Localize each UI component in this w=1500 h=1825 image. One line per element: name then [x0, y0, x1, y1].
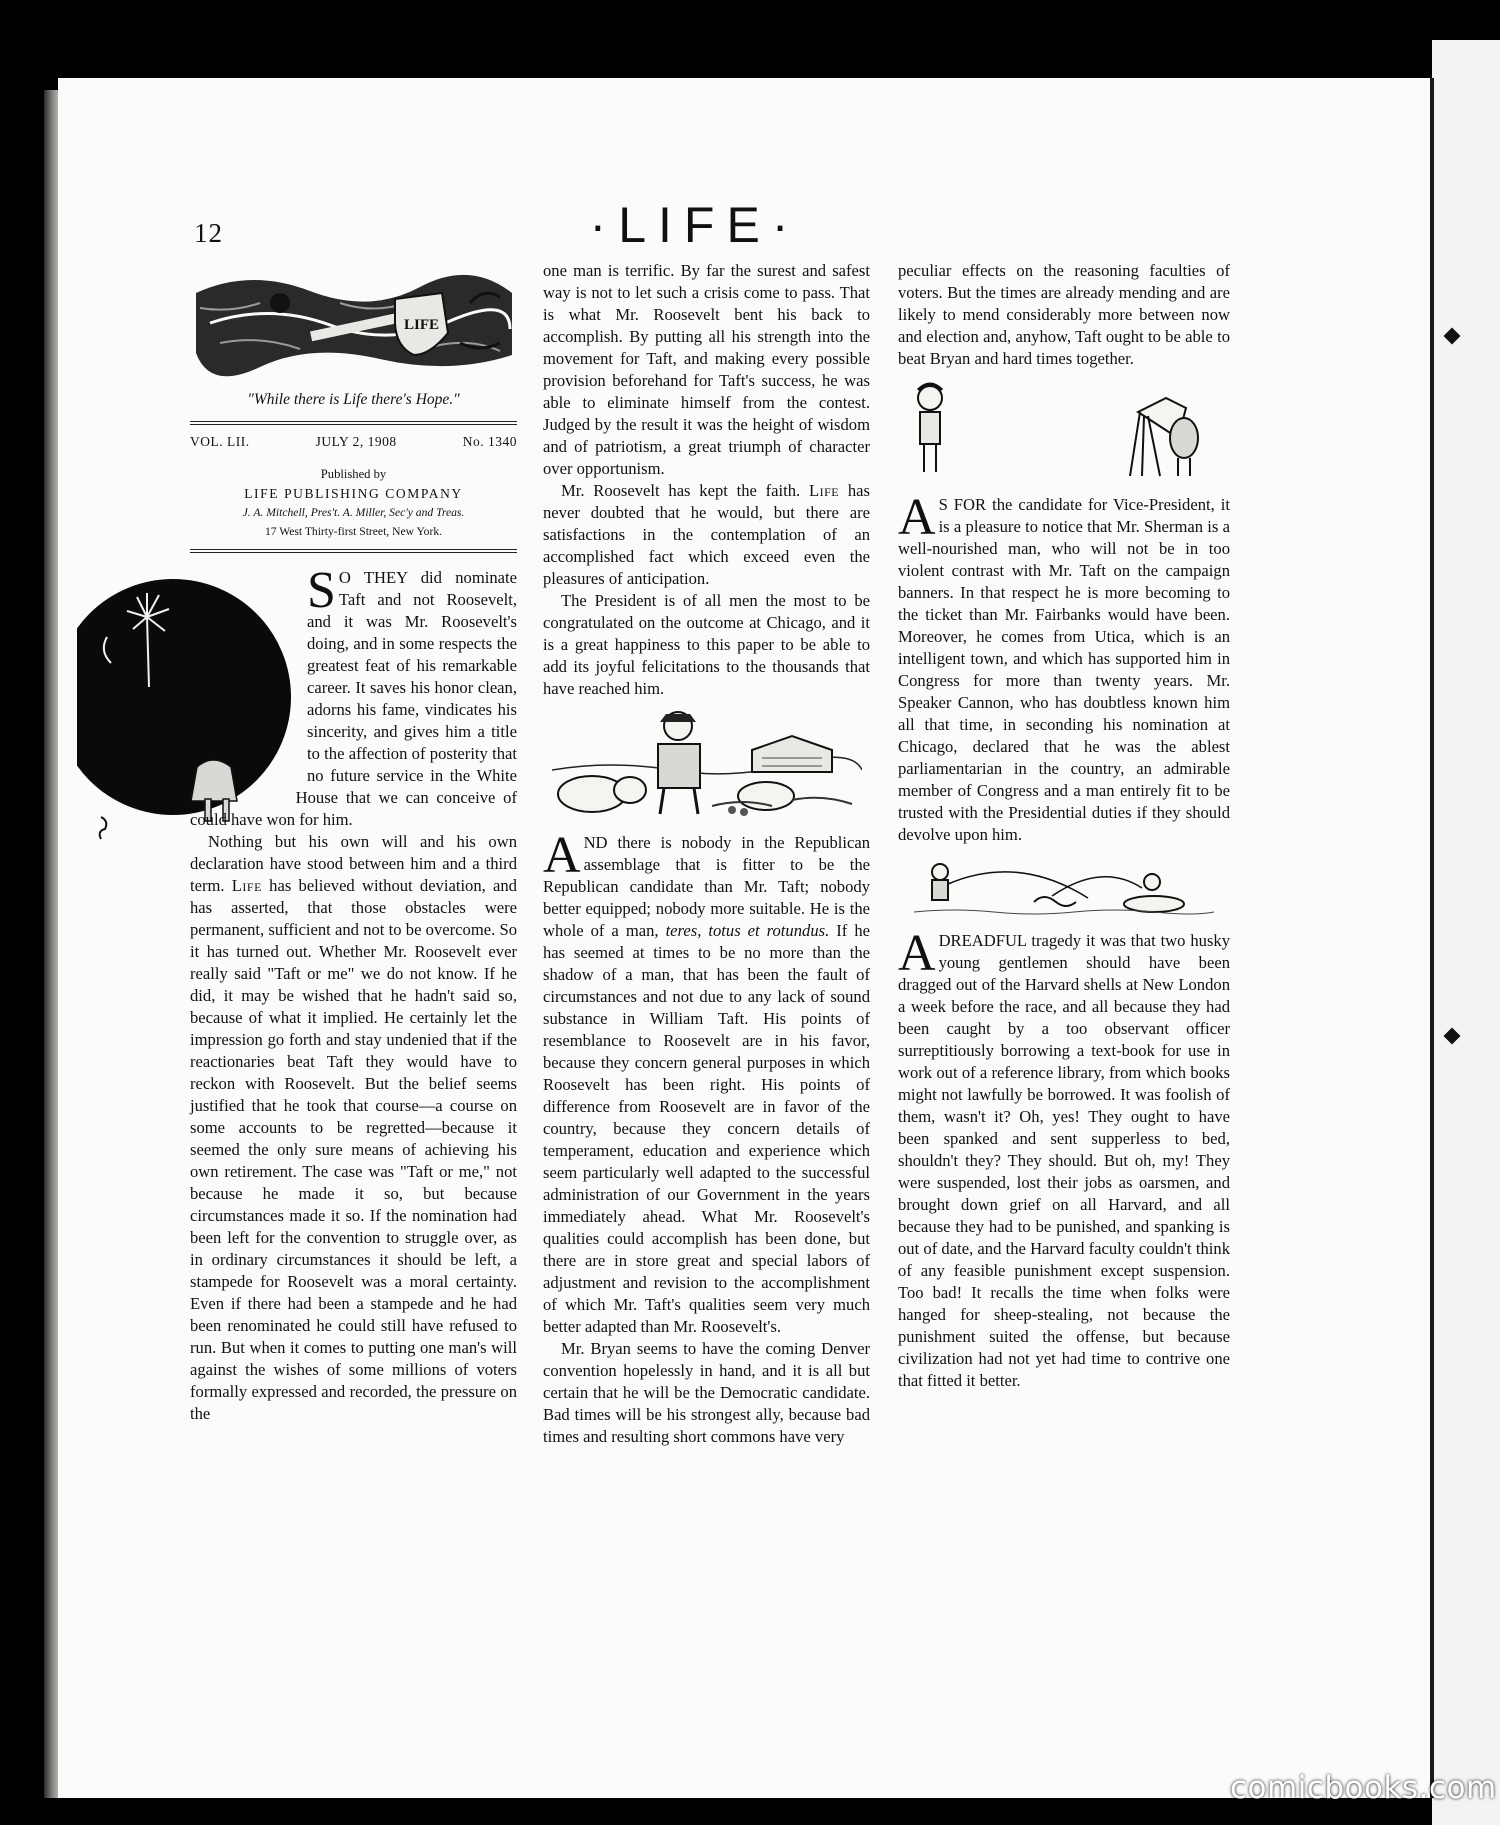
taft-p2-life: Life — [808, 481, 840, 500]
diamond-mark-icon — [1444, 1028, 1461, 1045]
next-page-edge — [1432, 40, 1500, 1825]
sherman-text: S FOR the candidate for Vice-President, it is a pleasure to notice that Mr. Sherman is a well-nourished man, who will not be in too violent contrast with Mr. Taft on the campaign banners. In that respect he is more becoming to the ticket than Mr. Fairbanks would have been. Moreover, he comes from Utica, which is an intelligent town, and which has supported him in Congress for more than twenty years. Mr. Speaker Cannon, who has doubtless known him all that time, in seconding his nomination at Chicago, declared that he was the ablest parliamentarian in the country, an admirable member of Congress and a man entirely fit to be trusted with the Presidential duties if they should devolve upon him. — [898, 495, 1230, 844]
taft-paragraph-1 — [190, 831, 517, 1425]
imprint — [190, 465, 517, 541]
watermark: comicbooks.com — [1230, 1770, 1497, 1806]
masthead-rule — [190, 421, 517, 425]
fireworks-circle-illustration-icon — [77, 567, 307, 847]
taft-paragraph-3: The President is of all men the most to be congratulated on the outcome at Chicago, and it is a great happiness to this paper to be able to add its joyful felicitations to the thousands that have reached him. — [543, 591, 870, 698]
dropcap-s: S — [307, 562, 336, 619]
taft-p1-part-a: Nothing but his own will and his own declaration have stood between him and a third term. — [190, 832, 517, 895]
diamond-mark-icon — [1444, 328, 1461, 345]
imprint-rule — [190, 549, 517, 553]
taft-p1-part-b: has believed without deviation, and has asserted, that those obstacles were permanent, sufficient and not to be overcome. So it has turned out. Whether Mr. Roosevelt ever really said "Taft or me" we do not know. If he did, it may be wished that he hadn't said so, because of what it implied. He certainly let the impression go forth and stay undenied that if the reactionaries beat Taft they would have to reckon with Roosevelt. But the belief seems justified that he took that course—a course on some accounts to be regretted—because it seemed the only sure means of achieving his own retirement. The case was "Taft or me," not because he made it so, but because circumstances made it so. If the nomination had been left for the convention to struggle over, as in ordinary circumstances it should be left, a stampede for Roosevelt was a moral certainty. Even if there had been a stampede and he had been renominated he could still have refused to run. But when it comes to putting one man's will against the wishes of some millions of voters formally expressed and recorded, the pressure on the — [190, 876, 517, 1423]
column-2 — [543, 260, 870, 1448]
allegorical-banner-illustration-icon — [190, 263, 517, 381]
republican-latin-phrase: teres, totus et rotundus. — [665, 921, 830, 940]
masthead-title: ·LIFE· — [589, 197, 801, 253]
taft-lede-text: O THEY did nominate Taft and not Roosevelt, and it was Mr. Roosevelt's doing, and in some respects the greatest feat of his remarkable career. It saves his honor clean, adorns his fame, vindicates his sincerity, and gives him a title to the affection of posterity that no future service in the White House that we can conceive of could have won for him. — [190, 568, 517, 829]
taft-p2-part-b: has never doubted that he would, but there are satisfactions in the contemplation of an accomplished fact which exceed even the pleasures of anticipation. — [543, 481, 870, 588]
publisher-officers: J. A. Mitchell, Pres't. A. Miller, Sec'y and Treas. — [242, 506, 465, 519]
issue-date: JULY 2, 1908 — [315, 434, 397, 449]
published-by: Published by — [320, 467, 387, 481]
bryan-paragraph: Mr. Bryan seems to have the coming Denver convention hopelessly in hand, and it is all but certain that he will be the Democratic candidate. Bad times will be his strongest ally, because bad times and resulting short commons have very — [543, 1339, 870, 1446]
issue-line — [190, 431, 517, 453]
banner-label: LIFE — [404, 317, 440, 333]
harvard-text: DREADFUL tragedy it was that two husky young gentlemen should have been dragged out of the Harvard shells at New London a week before the race, and all because they had been caught by a too observant officer surreptitiously borrowing a text-book for use in work out of a reference library, from which books might not lawfully be borrowed. It was foolish of them, wasn't it? Oh, yes! They ought to have been spanked and sent supperless to bed, shouldn't they? They should. But oh, my! They were suspended, lost their jobs as oarsmen, and brought down grief on all Harvard, and all because they had to be punished, and spanking is out of date, and the Harvard faculty couldn't think of any feasible punishment except suspension. Too bad! It recalls the time when folks were hanged for sheep-stealing, not because the punishment suited the offense, but because civilization had not yet had time to contrive one that fitted it better. — [898, 931, 1230, 1390]
republican-lede-part-b: If he has seemed at times to be no more than the shadow of a man, that has been the fault of circumstances and not due to any lack of sound substance in William Taft. His points of resemblance to Roosevelt are in his favor, because they concern general purposes in which Roosevelt has been right. His points of difference from Roosevelt are in favor of the country, because they concern details of temperament, education and experience which seem particularly well adapted to the successful administration of our Government in the years immediately ahead. What Mr. Roosevelt's qualities could accomplish has been done, but there are in store great and special labors of adjustment and revision to the accomplishment of which Mr. Taft's qualities seem very much better adapted than Mr. Roosevelt's. — [543, 921, 870, 1336]
issue-volume: VOL. LII. — [190, 434, 250, 449]
harvard-article — [898, 925, 1230, 1392]
republican-continuation: peculiar effects on the reasoning faculties of voters. But the times are already mending and are likely to mend considerably more between now and election and, anyhow, Taft ought to be able to beat Bryan and hard times together. — [898, 261, 1230, 368]
photographer-cartoon-icon — [904, 382, 1224, 482]
republican-lede-part-a: ND there is nobody in the Republican assemblage that is fitter to be the Republican candidate than Mr. Taft; nobody better equipped; nobody more suitable. He is the whole of a man, — [543, 833, 870, 940]
column-1 — [190, 263, 517, 1425]
fishing-cartoon-icon — [914, 858, 1214, 918]
sherman-article — [898, 489, 1230, 846]
taft-continuation: one man is terrific. By far the surest and safest way is not to let such a crisis come to pass. That is what Mr. Roosevelt bent his back to accomplish. By putting all his strength into the movement for Taft, and making every possible provision beforehand for Taft's success, he was able to eliminate himself from the contest. Judged by the result it was the height of wisdom and of patriotism, a great triumph of character over opportunism. — [543, 261, 870, 478]
taft-p1-life: Life — [231, 876, 262, 895]
dropcap-a-sherman: A — [898, 489, 936, 546]
page-number: 12 — [194, 218, 223, 248]
republican-article-lede — [543, 827, 870, 1338]
publisher-address: 17 West Thirty-first Street, New York. — [264, 525, 443, 538]
column-3 — [898, 260, 1230, 1392]
publisher-company: LIFE PUBLISHING COMPANY — [244, 486, 463, 501]
taft-paragraph-2 — [543, 480, 870, 590]
dropcap-a-harvard: A — [898, 925, 936, 982]
motto: "While there is Life there's Hope." — [247, 391, 460, 408]
issue-number: No. 1340 — [462, 434, 517, 449]
taft-farm-cartoon-icon — [552, 710, 862, 820]
dropcap-a: A — [543, 827, 581, 884]
taft-p2-part-a: Mr. Roosevelt has kept the faith. — [561, 481, 809, 500]
